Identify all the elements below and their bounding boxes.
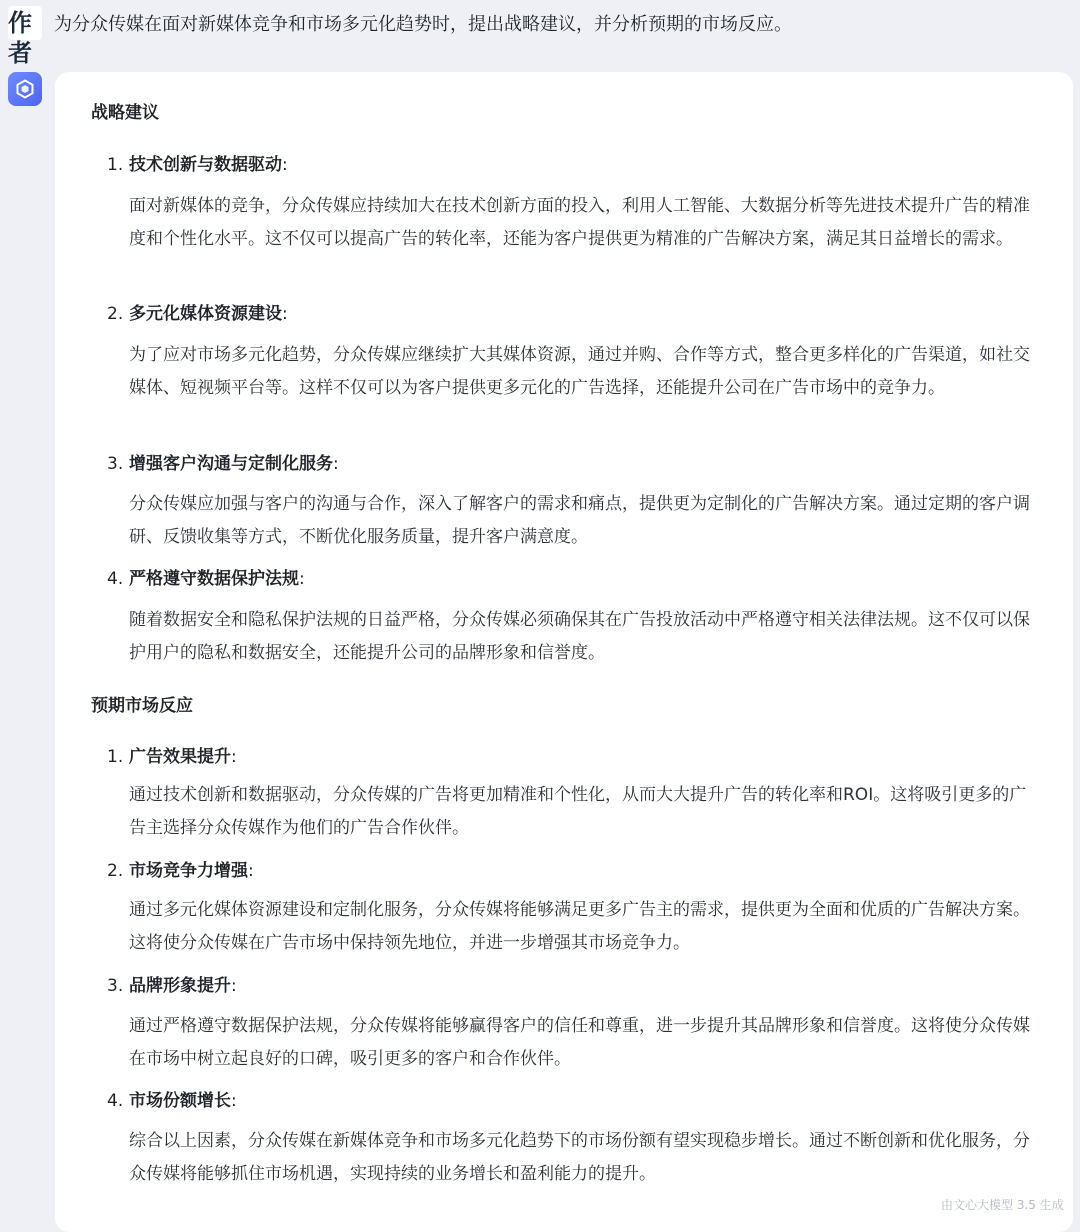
item-label: 市场份额增长 (129, 1091, 231, 1111)
reaction-item-1-body: 通过技术创新和数据驱动，分众传媒的广告将更加精准和个性化，从而大大提升广告的转化率和ROI。这将吸引更多的广告主选择分众传媒作为他们的广告合作伙伴。 (129, 785, 1027, 838)
item-label: 技术创新与数据驱动 (129, 155, 282, 175)
item-colon: : (231, 1091, 237, 1111)
strategy-item-2-title (107, 301, 288, 327)
item-number: 2. (107, 861, 124, 881)
item-colon: : (282, 304, 288, 324)
reaction-item-3-body: 通过严格遵守数据保护法规，分众传媒将能够赢得客户的信任和尊重，进一步提升其品牌形象和信誉度。这将使分众传媒在市场中树立起良好的口碑，吸引更多的客户和合作伙伴。 (129, 1016, 1030, 1069)
item-colon: : (231, 747, 237, 767)
strategy-item-3-body: 分众传媒应加强与客户的沟通与合作，深入了解客户的需求和痛点，提供更为定制化的广告解决方案。通过定期的客户调研、反馈收集等方式，不断优化服务质量，提升客户满意度。 (129, 494, 1030, 547)
item-label: 增强客户沟通与定制化服务 (129, 454, 333, 474)
item-colon: : (299, 569, 305, 589)
strategy-item-4-title (107, 566, 305, 592)
user-question-text: 为分众传媒在面对新媒体竞争和市场多元化趋势时，提出战略建议，并分析预期的市场反应。 (54, 14, 792, 35)
strategy-item-1-body: 面对新媒体的竞争，分众传媒应持续加大在技术创新方面的投入，利用人工智能、大数据分析等先进技术提升广告的精准度和个性化水平。这不仅可以提高广告的转化率，还能为客户提供更为精准的广告解决方案，满足其日益增长的需求。 (129, 196, 1030, 249)
item-label: 品牌形象提升 (129, 976, 231, 996)
user-avatar-text: 作者 (8, 8, 26, 67)
item-label: 多元化媒体资源建设 (129, 304, 282, 324)
section-title-strategy: 战略建议 (91, 103, 159, 123)
strategy-item-3-title (107, 451, 339, 477)
item-number: 4. (107, 1091, 124, 1111)
item-number: 3. (107, 454, 124, 474)
item-colon: : (231, 976, 237, 996)
item-label: 严格遵守数据保护法规 (129, 569, 299, 589)
item-number: 3. (107, 976, 124, 996)
bot-avatar[interactable] (8, 72, 42, 106)
reaction-item-2-title (107, 858, 254, 884)
item-label: 市场竞争力增强 (129, 861, 248, 881)
reaction-item-4-body: 综合以上因素，分众传媒在新媒体竞争和市场多元化趋势下的市场份额有望实现稳步增长。通过不断创新和优化服务，分众传媒将能够抓住市场机遇，实现持续的业务增长和盈利能力的提升。 (129, 1131, 1030, 1184)
reaction-item-2-body: 通过多元化媒体资源建设和定制化服务，分众传媒将能够满足更多广告主的需求，提供更为全面和优质的广告解决方案。这将使分众传媒在广告市场中保持领先地位，并进一步增强其市场竞争力。 (129, 900, 1030, 953)
item-number: 1. (107, 155, 124, 175)
model-footer-note: 由文心大模型 3.5 生成 (941, 1198, 1064, 1212)
item-number: 1. (107, 747, 124, 767)
item-label: 广告效果提升 (129, 747, 231, 767)
item-number: 2. (107, 304, 124, 324)
strategy-item-2-body: 为了应对市场多元化趋势，分众传媒应继续扩大其媒体资源，通过并购、合作等方式，整合更多样化的广告渠道，如社交媒体、短视频平台等。这样不仅可以为客户提供更多元化的广告选择，还能提升公司在广告市场中的竞争力。 (129, 345, 1030, 398)
item-colon: : (333, 454, 339, 474)
section-title-market-reaction: 预期市场反应 (91, 696, 193, 716)
hexagon-logo-icon (15, 79, 35, 99)
item-colon: : (248, 861, 254, 881)
item-colon: : (282, 155, 288, 175)
user-message-row (0, 0, 1080, 67)
strategy-item-4-body: 随着数据安全和隐私保护法规的日益严格，分众传媒必须确保其在广告投放活动中严格遵守相关法律法规。这不仅可以保护用户的隐私和数据安全，还能提升公司的品牌形象和信誉度。 (129, 610, 1030, 663)
answer-card (55, 72, 1073, 1232)
reaction-item-3-title (107, 973, 237, 999)
reaction-item-4-title (107, 1088, 237, 1114)
reaction-item-1-title (107, 744, 237, 770)
strategy-item-1-title (107, 152, 288, 178)
user-avatar[interactable] (8, 6, 42, 67)
item-number: 4. (107, 569, 124, 589)
